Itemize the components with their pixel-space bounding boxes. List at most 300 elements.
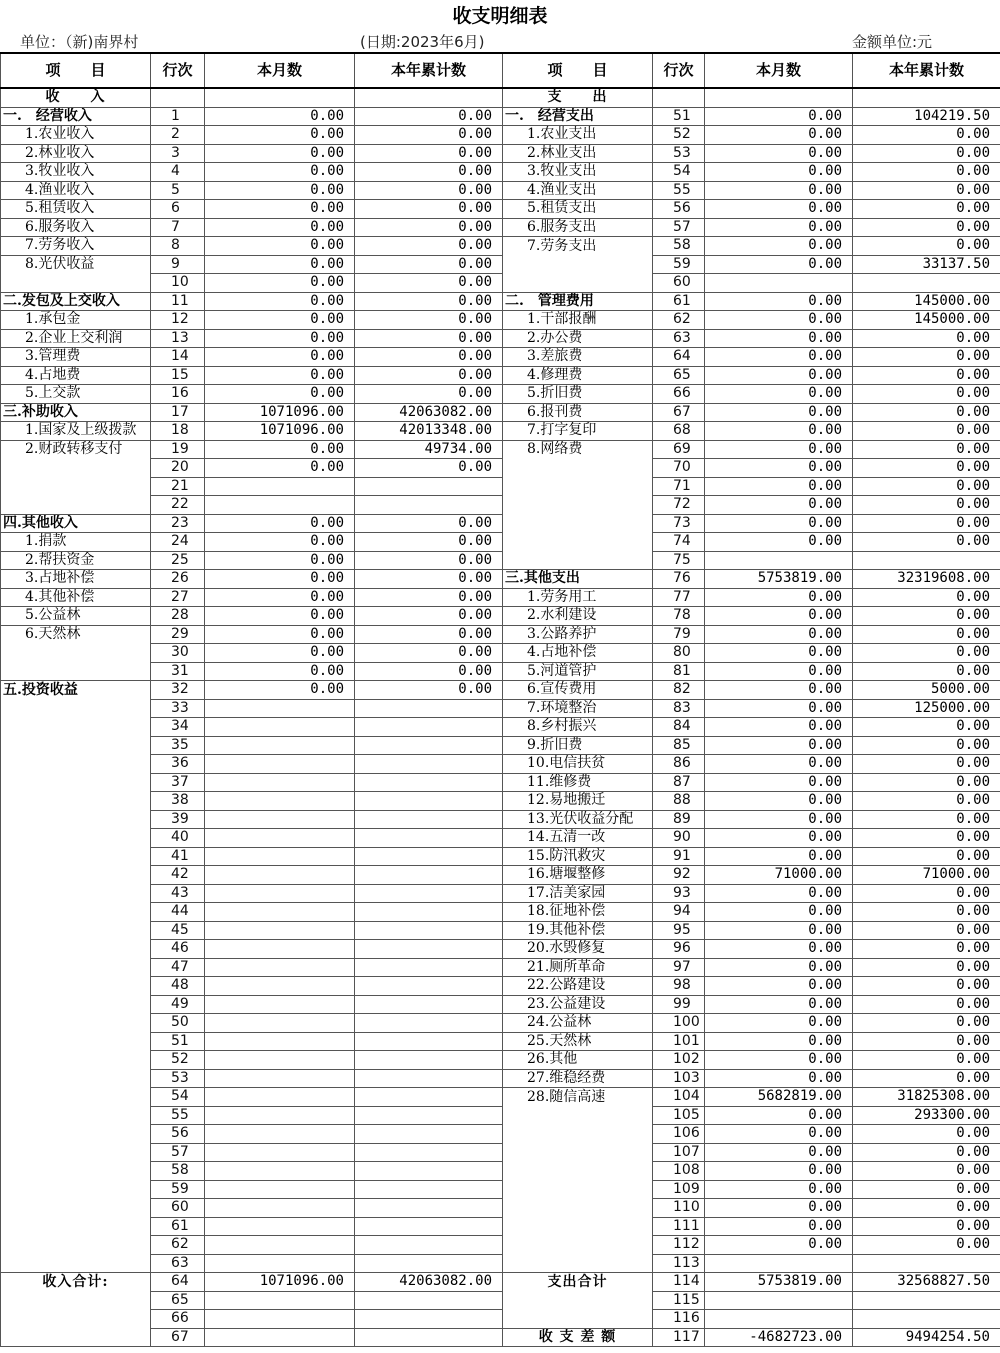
table-row	[1, 385, 1000, 404]
table-row	[1, 1291, 1000, 1310]
table-row	[1, 958, 1000, 977]
cell-line-right: 62	[653, 311, 705, 330]
page-title: 收支明细表	[452, 5, 548, 27]
cell-ytd-left: 0.00	[355, 311, 503, 330]
cell-item-right: 5.租赁支出	[503, 200, 653, 219]
cell-item-left: 5.租赁收入	[1, 200, 151, 219]
cell-item-left: 1.捐款	[1, 533, 151, 552]
cell-line-left: 65	[151, 1291, 205, 1310]
cell-month-left: 0.00	[205, 644, 355, 663]
cell-line-left: 37	[151, 773, 205, 792]
cell-line-right: 83	[653, 699, 705, 718]
cell-line-right: 107	[653, 1143, 705, 1162]
cell-item-left	[1, 274, 151, 293]
cell-item-right: 8.网络费	[503, 440, 653, 459]
cell-ytd-left: 0.00	[355, 255, 503, 274]
amount-unit-label: 金额单位:元	[852, 33, 933, 51]
cell-line-right: 108	[653, 1162, 705, 1181]
cell-month-right: 0.00	[705, 329, 853, 348]
cell-item-left	[1, 1106, 151, 1125]
cell-item-right	[503, 1106, 653, 1125]
cell-ytd-left	[355, 1199, 503, 1218]
cell-ytd-right: 0.00	[853, 218, 1000, 237]
cell-month-right: 0.00	[705, 1143, 853, 1162]
table-row	[1, 292, 1000, 311]
cell-line-right: 101	[653, 1032, 705, 1051]
cell-item-right: 27.维稳经费	[503, 1069, 653, 1088]
cell-month-left: 1071096.00	[205, 422, 355, 441]
cell-line-left: 7	[151, 218, 205, 237]
table-row	[1, 181, 1000, 200]
cell-line-right: 99	[653, 995, 705, 1014]
cell-item-left: 4.其他补偿	[1, 588, 151, 607]
cell-line-right: 110	[653, 1199, 705, 1218]
cell-month-right	[705, 1254, 853, 1273]
cell-ytd-left	[355, 718, 503, 737]
cell-line-right: 58	[653, 237, 705, 256]
table-row	[1, 736, 1000, 755]
cell-item-right: 7.打字复印	[503, 422, 653, 441]
cell-line-right: 64	[653, 348, 705, 367]
cell-month-right: -4682723.00	[705, 1328, 853, 1347]
cell-month-left	[205, 1291, 355, 1310]
cell-line-right: 87	[653, 773, 705, 792]
cell-month-left: 0.00	[205, 292, 355, 311]
cell-item-right	[503, 551, 653, 570]
cell-ytd-right: 0.00	[853, 1162, 1000, 1181]
cell-item-right: 3.差旅费	[503, 348, 653, 367]
cell-month-left: 0.00	[205, 514, 355, 533]
table-row	[1, 1106, 1000, 1125]
cell-ytd-left: 0.00	[355, 551, 503, 570]
cell-item-right: 7.劳务支出	[503, 237, 653, 256]
cell-item-left	[1, 977, 151, 996]
cell-month-left: 0.00	[205, 533, 355, 552]
cell-line-right: 98	[653, 977, 705, 996]
cell-month-right: 0.00	[705, 921, 853, 940]
cell-item-right	[503, 1199, 653, 1218]
cell-line-left: 32	[151, 681, 205, 700]
cell-ytd-left: 0.00	[355, 218, 503, 237]
cell-line-left: 55	[151, 1106, 205, 1125]
cell-ytd-right: 0.00	[853, 1143, 1000, 1162]
cell-ytd-left	[355, 496, 503, 515]
table-row	[1, 237, 1000, 256]
cell-ytd-right: 0.00	[853, 200, 1000, 219]
cell-line-right: 84	[653, 718, 705, 737]
cell-month-right: 0.00	[705, 440, 853, 459]
cell-month-right: 0.00	[705, 533, 853, 552]
table-row	[1, 1217, 1000, 1236]
cell-month-right: 0.00	[705, 699, 853, 718]
table-row	[1, 1032, 1000, 1051]
cell-line-right: 59	[653, 255, 705, 274]
cell-month-left: 0.00	[205, 385, 355, 404]
cell-line-left: 46	[151, 940, 205, 959]
cell-item-right: 6.服务支出	[503, 218, 653, 237]
cell-month-left	[205, 1180, 355, 1199]
cell-item-left: 6.服务收入	[1, 218, 151, 237]
cell-ytd-left: 0.00	[355, 588, 503, 607]
table-row	[1, 1051, 1000, 1070]
cell-line-left: 66	[151, 1310, 205, 1329]
table-row	[1, 1014, 1000, 1033]
cell-ytd-left	[355, 792, 503, 811]
cell-month-left: 0.00	[205, 311, 355, 330]
cell-item-left	[1, 1254, 151, 1273]
cell-item-left	[1, 699, 151, 718]
cell-month-right: 0.00	[705, 144, 853, 163]
cell-item-left	[1, 1217, 151, 1236]
cell-item-right	[503, 274, 653, 293]
cell-line-left: 47	[151, 958, 205, 977]
cell-item-right: 8.乡村振兴	[503, 718, 653, 737]
cell-line-right: 72	[653, 496, 705, 515]
cell-line-left: 62	[151, 1236, 205, 1255]
cell-month-left: 0.00	[205, 570, 355, 589]
cell-ytd-right: 104219.50	[853, 107, 1000, 126]
cell-ytd-left: 42063082.00	[355, 1273, 503, 1292]
cell-item-right	[503, 514, 653, 533]
cell-item-right: 6.宣传费用	[503, 681, 653, 700]
cell-item-left	[1, 1180, 151, 1199]
cell-month-right: 0.00	[705, 1199, 853, 1218]
cell-item-left	[1, 496, 151, 515]
cell-month-left	[205, 995, 355, 1014]
cell-item-left	[1, 1032, 151, 1051]
cell-item-left	[1, 1069, 151, 1088]
cell-month-right: 0.00	[705, 607, 853, 626]
cell-line-left: 56	[151, 1125, 205, 1144]
cell-ytd-left: 0.00	[355, 163, 503, 182]
cell-month-right	[705, 274, 853, 293]
cell-item-right: 6.报刊费	[503, 403, 653, 422]
cell-ytd-left: 0.00	[355, 514, 503, 533]
cell-line-left: 40	[151, 829, 205, 848]
cell-item-left	[1, 773, 151, 792]
table-row	[1, 1180, 1000, 1199]
cell-item-left	[1, 644, 151, 663]
cell-item-right	[503, 477, 653, 496]
cell-ytd-right: 0.00	[853, 958, 1000, 977]
table-row	[1, 1069, 1000, 1088]
cell-ytd-left: 0.00	[355, 607, 503, 626]
cell-ytd-right: 0.00	[853, 1032, 1000, 1051]
cell-item-right: 3.牧业支出	[503, 163, 653, 182]
cell-item-left: 三.补助收入	[1, 403, 151, 422]
cell-month-left: 0.00	[205, 348, 355, 367]
table-row	[1, 366, 1000, 385]
cell-ytd-right: 0.00	[853, 995, 1000, 1014]
cell-item-right: 11.维修费	[503, 773, 653, 792]
cell-ytd-right: 0.00	[853, 126, 1000, 145]
cell-month-left	[205, 755, 355, 774]
cell-ytd-right: 0.00	[853, 533, 1000, 552]
cell-ytd-left	[355, 1217, 503, 1236]
cell-ytd-right: 0.00	[853, 903, 1000, 922]
cell-line-right: 86	[653, 755, 705, 774]
table-row	[1, 921, 1000, 940]
cell-item-right: 28.随信高速	[503, 1088, 653, 1107]
table-row	[1, 1310, 1000, 1329]
cell-item-right: 一. 经营支出	[503, 107, 653, 126]
cell-item-right: 10.电信扶贫	[503, 755, 653, 774]
cell-ytd-right: 0.00	[853, 385, 1000, 404]
cell-item-left	[1, 477, 151, 496]
table-row	[1, 477, 1000, 496]
cell-month-right	[705, 1310, 853, 1329]
cell-ytd-left: 42013348.00	[355, 422, 503, 441]
cell-item-left	[1, 995, 151, 1014]
cell-month-right: 0.00	[705, 903, 853, 922]
cell-month-left	[205, 1125, 355, 1144]
table-row	[1, 1125, 1000, 1144]
cell-ytd-left	[355, 1106, 503, 1125]
cell-ytd-left: 0.00	[355, 366, 503, 385]
cell-line-right: 111	[653, 1217, 705, 1236]
cell-ytd-right: 0.00	[853, 829, 1000, 848]
cell-line-left: 61	[151, 1217, 205, 1236]
cell-line-left: 63	[151, 1254, 205, 1273]
cell-month-right: 0.00	[705, 496, 853, 515]
cell-month-right: 0.00	[705, 181, 853, 200]
cell-item-left	[1, 662, 151, 681]
cell-item-left: 五.投资收益	[1, 681, 151, 700]
cell-item-right: 4.占地补偿	[503, 644, 653, 663]
cell-item-right	[503, 1217, 653, 1236]
cell-item-left	[1, 866, 151, 885]
cell-month-right: 0.00	[705, 940, 853, 959]
cell-line-left: 38	[151, 792, 205, 811]
cell-month-right: 0.00	[705, 588, 853, 607]
cell-ytd-left	[355, 1032, 503, 1051]
cell-month-left	[205, 699, 355, 718]
cell-month-left	[205, 921, 355, 940]
cell-month-right: 0.00	[705, 625, 853, 644]
cell-ytd-left: 0.00	[355, 459, 503, 478]
cell-line-right: 54	[653, 163, 705, 182]
cell-line-right: 73	[653, 514, 705, 533]
cell-line-right: 75	[653, 551, 705, 570]
cell-line-left: 35	[151, 736, 205, 755]
cell-line-left: 13	[151, 329, 205, 348]
cell-item-left: 4.占地费	[1, 366, 151, 385]
unit-label: 单位：（新)南界村	[20, 33, 139, 51]
cell-month-right: 0.00	[705, 847, 853, 866]
cell-line-right: 115	[653, 1291, 705, 1310]
cell-ytd-right: 0.00	[853, 792, 1000, 811]
table-row	[1, 348, 1000, 367]
cell-line-right	[653, 88, 705, 107]
cell-item-left	[1, 1051, 151, 1070]
cell-ytd-right: 32568827.50	[853, 1273, 1000, 1292]
cell-ytd-right: 5000.00	[853, 681, 1000, 700]
cell-line-right: 117	[653, 1328, 705, 1347]
cell-month-right: 5753819.00	[705, 1273, 853, 1292]
cell-ytd-right: 0.00	[853, 514, 1000, 533]
cell-ytd-left: 0.00	[355, 274, 503, 293]
cell-ytd-left: 0.00	[355, 533, 503, 552]
cell-ytd-right	[853, 1310, 1000, 1329]
cell-item-left	[1, 792, 151, 811]
cell-ytd-left	[355, 1143, 503, 1162]
cell-month-left: 0.00	[205, 126, 355, 145]
cell-ytd-left	[355, 810, 503, 829]
cell-item-right: 13.光伏收益分配	[503, 810, 653, 829]
cell-line-right: 76	[653, 570, 705, 589]
col-header-item-left: 项 目	[1, 53, 151, 88]
cell-item-right: 收 支 差 额	[503, 1328, 653, 1347]
cell-item-left: 7.劳务收入	[1, 237, 151, 256]
cell-line-right: 81	[653, 662, 705, 681]
cell-item-left: 2.企业上交利润	[1, 329, 151, 348]
table-row	[1, 792, 1000, 811]
cell-ytd-right: 0.00	[853, 644, 1000, 663]
cell-month-right: 0.00	[705, 1125, 853, 1144]
table-row	[1, 847, 1000, 866]
cell-item-left	[1, 1236, 151, 1255]
cell-line-right: 90	[653, 829, 705, 848]
cell-ytd-right: 0.00	[853, 1236, 1000, 1255]
cell-ytd-left	[355, 1180, 503, 1199]
cell-month-left	[205, 1106, 355, 1125]
table-row	[1, 995, 1000, 1014]
cell-line-right: 65	[653, 366, 705, 385]
cell-item-left: 8.光伏收益	[1, 255, 151, 274]
table-row	[1, 588, 1000, 607]
cell-ytd-left	[355, 1125, 503, 1144]
cell-ytd-left	[355, 829, 503, 848]
cell-month-left	[205, 792, 355, 811]
cell-line-left: 59	[151, 1180, 205, 1199]
table-row	[1, 755, 1000, 774]
cell-item-right: 支 出	[503, 88, 653, 107]
cell-month-right: 0.00	[705, 644, 853, 663]
cell-line-right: 93	[653, 884, 705, 903]
cell-ytd-right: 145000.00	[853, 311, 1000, 330]
cell-ytd-left	[355, 958, 503, 977]
cell-line-left: 15	[151, 366, 205, 385]
cell-item-left: 一. 经营收入	[1, 107, 151, 126]
cell-item-right: 20.水毁修复	[503, 940, 653, 959]
cell-item-right: 三.其他支出	[503, 570, 653, 589]
cell-ytd-left: 0.00	[355, 625, 503, 644]
cell-item-right	[503, 1310, 653, 1329]
cell-item-left	[1, 1310, 151, 1329]
table-row	[1, 1328, 1000, 1347]
cell-ytd-right: 0.00	[853, 440, 1000, 459]
cell-item-left	[1, 958, 151, 977]
cell-ytd-right: 0.00	[853, 662, 1000, 681]
col-header-line-right: 行次	[653, 53, 705, 88]
cell-line-left: 26	[151, 570, 205, 589]
cell-line-right: 77	[653, 588, 705, 607]
cell-month-right: 0.00	[705, 755, 853, 774]
cell-month-right: 0.00	[705, 1162, 853, 1181]
cell-month-left	[205, 829, 355, 848]
table-row	[1, 1273, 1000, 1292]
cell-line-left: 34	[151, 718, 205, 737]
table-row	[1, 866, 1000, 885]
cell-item-right: 25.天然林	[503, 1032, 653, 1051]
cell-line-right: 67	[653, 403, 705, 422]
cell-line-left: 31	[151, 662, 205, 681]
cell-line-right: 80	[653, 644, 705, 663]
cell-line-left: 8	[151, 237, 205, 256]
table-row	[1, 884, 1000, 903]
cell-line-right: 68	[653, 422, 705, 441]
table-row	[1, 551, 1000, 570]
cell-ytd-left: 0.00	[355, 329, 503, 348]
cell-ytd-left: 0.00	[355, 644, 503, 663]
cell-ytd-right: 0.00	[853, 588, 1000, 607]
cell-month-right: 0.00	[705, 126, 853, 145]
cell-month-left	[205, 736, 355, 755]
cell-month-right: 0.00	[705, 977, 853, 996]
cell-ytd-right	[853, 274, 1000, 293]
cell-line-right: 57	[653, 218, 705, 237]
col-header-ytd-right: 本年累计数	[853, 53, 1000, 88]
table-row	[1, 810, 1000, 829]
cell-month-left: 0.00	[205, 662, 355, 681]
cell-item-right	[503, 1162, 653, 1181]
cell-line-right: 102	[653, 1051, 705, 1070]
cell-month-left	[205, 496, 355, 515]
cell-month-right: 0.00	[705, 736, 853, 755]
table-row	[1, 218, 1000, 237]
cell-item-left	[1, 1143, 151, 1162]
cell-line-right: 78	[653, 607, 705, 626]
cell-ytd-left: 0.00	[355, 107, 503, 126]
cell-ytd-left	[355, 903, 503, 922]
cell-ytd-right: 0.00	[853, 237, 1000, 256]
cell-ytd-left	[355, 773, 503, 792]
cell-ytd-left	[355, 921, 503, 940]
cell-month-right: 0.00	[705, 163, 853, 182]
cell-item-right: 1.干部报酬	[503, 311, 653, 330]
table-row	[1, 144, 1000, 163]
cell-month-right: 0.00	[705, 792, 853, 811]
cell-line-left: 45	[151, 921, 205, 940]
cell-item-right: 14.五清一改	[503, 829, 653, 848]
col-header-item-right: 项 目	[503, 53, 653, 88]
cell-ytd-left	[355, 1254, 503, 1273]
cell-line-left: 6	[151, 200, 205, 219]
cell-ytd-right: 0.00	[853, 718, 1000, 737]
cell-ytd-right: 33137.50	[853, 255, 1000, 274]
cell-line-right: 113	[653, 1254, 705, 1273]
cell-item-left: 1.国家及上级拨款	[1, 422, 151, 441]
cell-line-right: 91	[653, 847, 705, 866]
cell-item-right: 2.办公费	[503, 329, 653, 348]
cell-line-left: 12	[151, 311, 205, 330]
cell-item-right: 5.折旧费	[503, 385, 653, 404]
cell-ytd-right: 0.00	[853, 1199, 1000, 1218]
cell-item-right: 二. 管理费用	[503, 292, 653, 311]
cell-item-right: 2.水利建设	[503, 607, 653, 626]
cell-line-left: 50	[151, 1014, 205, 1033]
cell-line-right: 100	[653, 1014, 705, 1033]
table-row	[1, 274, 1000, 293]
table-row	[1, 88, 1000, 107]
cell-line-left: 17	[151, 403, 205, 422]
cell-line-left: 58	[151, 1162, 205, 1181]
cell-line-left: 53	[151, 1069, 205, 1088]
cell-line-right: 51	[653, 107, 705, 126]
cell-line-right: 74	[653, 533, 705, 552]
cell-ytd-right	[853, 1291, 1000, 1310]
cell-line-left: 44	[151, 903, 205, 922]
